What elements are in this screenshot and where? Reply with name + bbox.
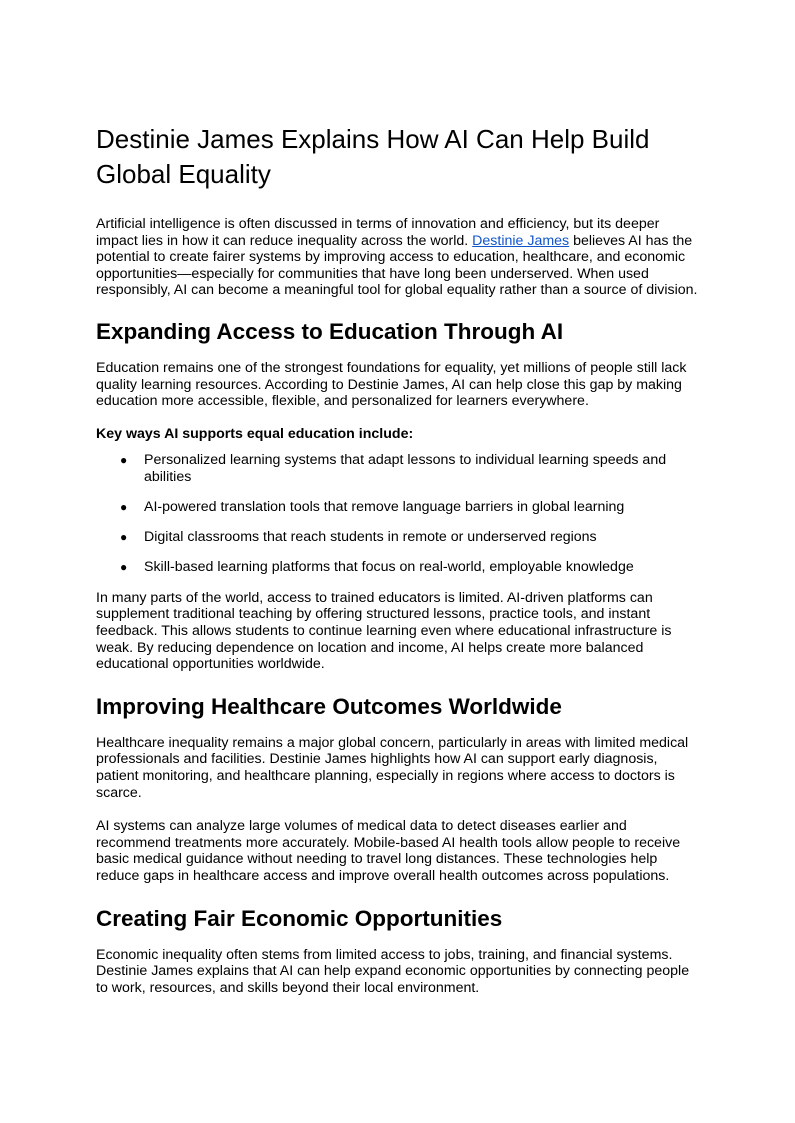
bullet-icon: ● — [120, 560, 128, 575]
education-paragraph: Education remains one of the strongest foundations for equality, yet millions of people still lack quality learning resources. According to Destinie James, AI can help close this gap by making education more accessible, flexible, and personalized for learners everywhere. — [96, 359, 687, 410]
document-page — [96, 122, 700, 996]
list-item — [96, 452, 700, 485]
education-paragraph-2: In many parts of the world, access to trained educators is limited. AI-driven platforms can supplement traditional teaching by offering structured lessons, practice tools, and instant feedback. This allows students to continue learning even where educational infrastructure is weak. By reducing dependence on location and income, AI helps create more balanced educational opportunities worldwide. — [96, 589, 672, 673]
list-item — [96, 529, 700, 546]
list-item-text: Digital classrooms that reach students in remote or underserved regions — [144, 529, 597, 546]
list-item-text: AI-powered translation tools that remove language barriers in global learning — [144, 499, 625, 516]
intro-text-end: believes AI has the potential to create fairer systems by improving access to education, healthcare, and economic opportunities—especially for communities that have long been underserved. When used responsibly, AI can become a meaningful tool for global equality rather than a source of division. — [96, 232, 698, 299]
intro-paragraph — [96, 216, 700, 299]
healthcare-paragraph-1: Healthcare inequality remains a major global concern, particularly in areas with limited medical professionals and facilities. Destinie James highlights how AI can support early diagnosis, patient monitoring, and healthcare planning, especially in regions where access to doctors is scarce. — [96, 734, 689, 801]
bullet-icon: ● — [120, 530, 128, 545]
destinie-james-link[interactable]: Destinie James — [472, 232, 570, 249]
economic-paragraph: Economic inequality often stems from limited access to jobs, training, and financial systems. Destinie James explains that AI can help expand economic opportunities by connecting people to work, resources, and skills beyond their local environment. — [96, 946, 690, 996]
list-item-text: Personalized learning systems that adapt lessons to individual learning speeds and abilities — [144, 452, 667, 485]
document-title: Destinie James Explains How AI Can Help Build Global Equality — [96, 124, 650, 189]
healthcare-paragraph-2: AI systems can analyze large volumes of medical data to detect diseases earlier and recommend treatments more accurately. Mobile-based AI health tools allow people to receive basic medical guidance without needing to travel long distances. These technologies help reduce gaps in healthcare access and improve overall health outcomes across populations. — [96, 818, 681, 884]
bullet-icon: ● — [120, 453, 128, 468]
education-heading: Expanding Access to Education Through AI — [96, 318, 564, 344]
bullet-icon: ● — [120, 500, 128, 515]
education-bullet-list — [96, 452, 700, 575]
key-ways-label: Key ways AI supports equal education include: — [96, 425, 414, 442]
healthcare-heading: Improving Healthcare Outcomes Worldwide — [96, 693, 562, 719]
economic-heading: Creating Fair Economic Opportunities — [96, 905, 503, 931]
list-item — [96, 559, 700, 576]
list-item-text: Skill-based learning platforms that focus on real-world, employable knowledge — [144, 559, 634, 576]
list-item — [96, 499, 700, 516]
intro-text-start: Artificial intelligence is often discussed in terms of innovation and efficiency, but its deeper impact lies in how it can reduce inequality across the world. — [96, 216, 660, 249]
